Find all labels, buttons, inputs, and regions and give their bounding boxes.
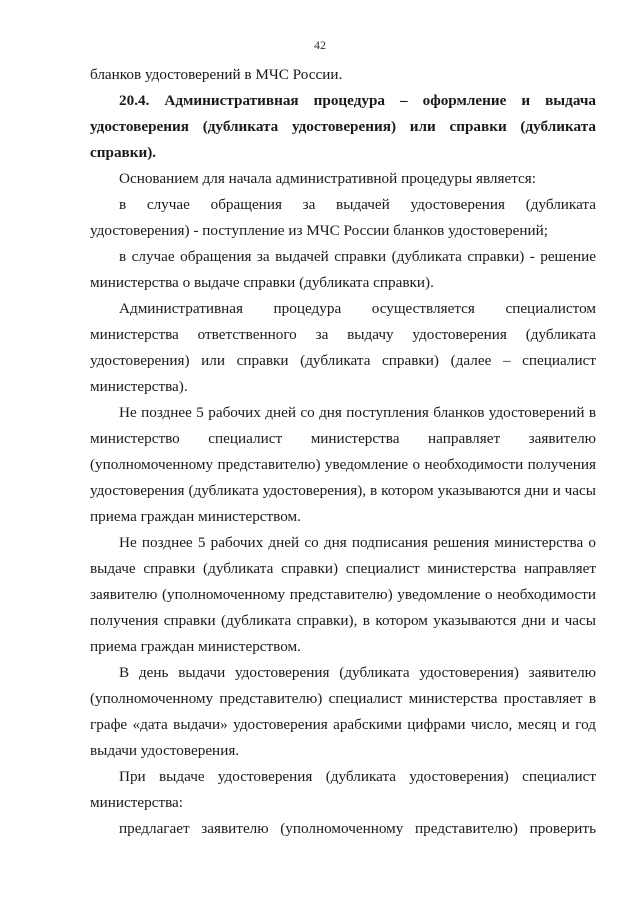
paragraph-basis-intro: Основанием для начала административной процедуры является: — [119, 170, 537, 187]
paragraph-basis-reference: в случае обращения за выдачей справки (дубликата справки) - решение министерства о выдаче справки (дубликата справки). — [90, 248, 596, 291]
paragraph-continuation: бланков удостоверений в МЧС России. — [90, 66, 343, 83]
section-heading-20-4: 20.4. Административная процедура – оформление и выдача удостоверения (дубликата удостоверения) или справки (дубликата справки). — [90, 92, 596, 161]
paragraph-procedure-executor: Административная процедура осуществляется специалистом министерства ответственного за выдачу удостоверения (дубликата удостоверения) или справки (дубликата справки) (далее – специалист министерства). — [90, 300, 596, 395]
document-body — [90, 62, 596, 842]
paragraph-certificate-notice: Не позднее 5 рабочих дней со дня поступления бланков удостоверений в министерство специалист министерства направляет заявителю (уполномоченному представителю) уведомление о необходимости получения удостоверения (дубликата удостоверения), в котором указываются дни и часы приема граждан министерством. — [90, 404, 596, 525]
paragraph-basis-certificate: в случае обращения за выдачей удостоверения (дубликата удостоверения) - поступление из МЧС России бланков удостоверений; — [90, 196, 596, 239]
paragraph-check-offer: предлагает заявителю (уполномоченному представителю) проверить — [119, 820, 596, 837]
paragraph-issue-date: В день выдачи удостоверения (дубликата удостоверения) заявителю (уполномоченному представителю) специалист министерства проставляет в графе «дата выдачи» удостоверения арабскими цифрами число, месяц и год выдачи удостоверения. — [90, 664, 596, 759]
page-number: 42 — [314, 38, 326, 52]
paragraph-reference-notice: Не позднее 5 рабочих дней со дня подписания решения министерства о выдаче справки (дубликата справки) специалист министерства направляет заявителю (уполномоченному представителю) уведомление о необходимости получения справки (дубликата справки), в котором указываются дни и часы приема граждан министерством. — [90, 534, 596, 655]
paragraph-issuing-steps: При выдаче удостоверения (дубликата удостоверения) специалист министерства: — [90, 768, 596, 811]
